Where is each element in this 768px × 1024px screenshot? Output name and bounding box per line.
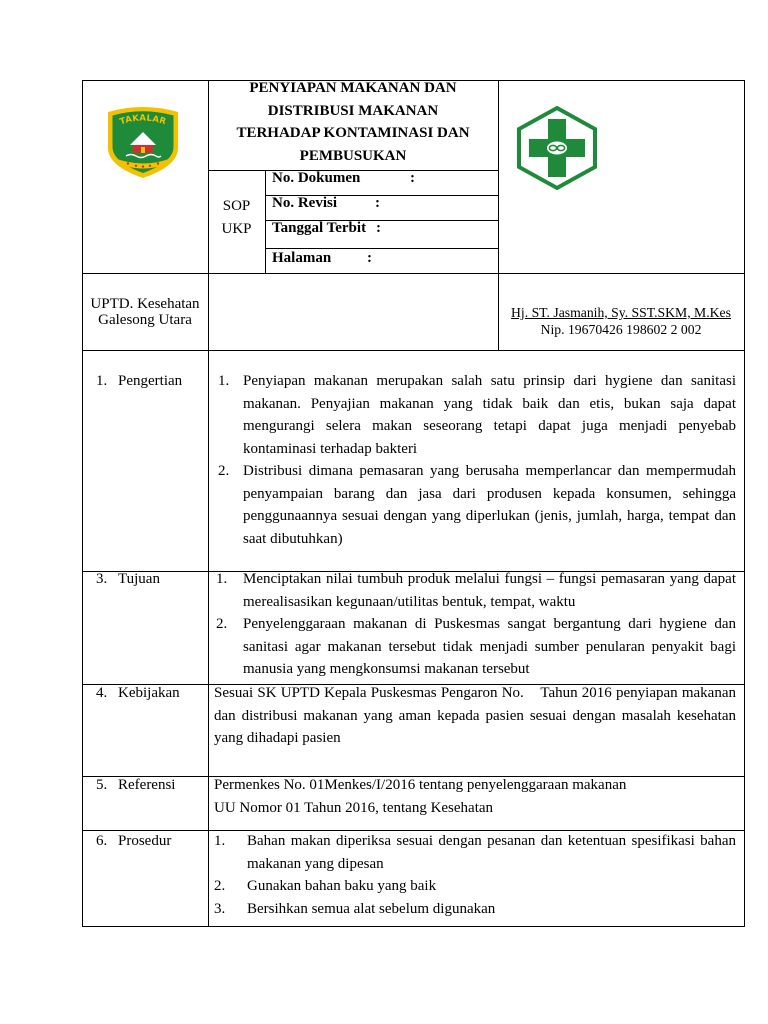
list-item-text: Penyelenggaraan makanan di Puskesmas sangat bergantung dari hygiene dan sanitasi agar makanan tersebut tidak menjadi sumber penularan penyakit bagi manusia yang mengkonsumsi makanan tersebut	[243, 616, 736, 677]
list-item	[208, 460, 744, 550]
signatory-nip: Nip. 19670426 198602 2 002	[540, 322, 702, 337]
puskesmas-emblem-icon	[515, 105, 599, 191]
list-marker: 2.	[216, 616, 228, 632]
list-marker: 2.	[214, 878, 226, 894]
section-title: Tujuan	[118, 571, 160, 587]
takalar-emblem-text: TAKALAR	[118, 113, 168, 128]
signatory-block	[498, 304, 744, 338]
list-item-text: Bersihkan semua alat sebelum digunakan	[247, 900, 496, 917]
list-item	[208, 613, 744, 681]
section-content-kebijakan: Sesuai SK UPTD Kepala Puskesmas Pengaron No. Tahun 2016 penyiapan makanan dan distribusi makanan yang aman kepada pasien sesuai dengan masalah kesehatan yang dihadapi pasien	[214, 685, 740, 746]
issue-date-label: Tanggal Terbit	[272, 220, 367, 236]
doc-number-label: No. Dokumen	[272, 170, 361, 186]
ukp-label: UKP	[221, 220, 252, 237]
document-title-line: PENYIAPAN MAKANAN DAN	[249, 80, 457, 96]
list-item	[208, 898, 744, 921]
section-title: Kebijakan	[118, 685, 180, 701]
section-number: 5.	[96, 777, 108, 793]
section-title: Prosedur	[118, 833, 172, 849]
section-content-tujuan	[208, 568, 744, 681]
list-item	[208, 875, 744, 898]
sop-label: SOP	[222, 198, 251, 214]
section-content-prosedur	[208, 830, 744, 920]
section-number: 3.	[96, 571, 108, 587]
section-number: 6.	[96, 833, 108, 849]
page-separator: :	[367, 250, 372, 266]
document-title	[208, 77, 498, 167]
section-label-kebijakan	[96, 682, 180, 705]
list-item-text: Distribusi dimana pemasaran yang berusaha memperlancar dan mempermudah penyampaian barang dan jasa dari produsen kepada konsumen, sehingga penggunaannya sesuai dengan yang diperlukan (jenis, jumlah, harga, tempat dan saat dibutuhkan)	[243, 463, 736, 547]
list-marker: 2.	[218, 463, 230, 479]
organization-line: Galesong Utara	[98, 312, 192, 328]
section-content-referensi	[214, 774, 736, 819]
list-item	[208, 568, 744, 613]
sop-type-label	[208, 195, 265, 240]
organization-line: UPTD. Kesehatan	[90, 296, 200, 312]
list-item-text: Gunakan bahan baku yang baik	[247, 878, 437, 894]
list-marker: 3.	[214, 900, 226, 917]
list-marker: 1.	[216, 571, 228, 587]
section-number: 1.	[96, 373, 108, 389]
signatory-name: Hj. ST. Jasmanih, Sy. SST.SKM, M.Kes	[511, 305, 731, 320]
document-title-line: TERHADAP KONTAMINASI DAN	[236, 125, 470, 141]
section-label-tujuan	[96, 568, 160, 591]
section-number: 4.	[96, 685, 108, 701]
section-title: Referensi	[118, 777, 176, 793]
issue-date-separator: :	[376, 220, 381, 236]
section-content-pengertian	[208, 370, 744, 550]
list-marker: 1.	[218, 373, 230, 389]
list-item-text: Penyiapan makanan merupakan salah satu prinsip dari hygiene dan sanitasi makanan. Penyajian makanan yang tidak baik dan etis, bukan saja dapat mengurangi selera makan seseorang tetapi dapat juga menjadi penyebab kontaminasi terhadap bakteri	[243, 373, 736, 457]
list-item	[208, 830, 744, 875]
organization-name	[82, 296, 208, 328]
list-marker: 1.	[214, 833, 226, 849]
doc-number-separator: :	[410, 170, 415, 186]
section-label-referensi	[96, 774, 175, 797]
revision-label: No. Revisi	[272, 195, 337, 211]
section-title: Pengertian	[118, 373, 183, 389]
table-border-horizontal	[82, 273, 744, 274]
reference-item: Permenkes No. 01Menkes/I/2016 tentang penyelenggaraan makanan	[214, 777, 627, 793]
page-label: Halaman	[272, 250, 332, 266]
takalar-emblem-icon	[104, 104, 182, 180]
list-item-text: Bahan makan diperiksa sesuai dengan pesanan dan ketentuan spesifikasi bahan makanan yang dipesan	[247, 833, 736, 872]
section-label-prosedur	[96, 830, 171, 853]
table-border-horizontal	[82, 350, 744, 351]
list-item	[208, 370, 744, 460]
document-title-line: PEMBUSUKAN	[299, 147, 407, 164]
list-item-text: Menciptakan nilai tumbuh produk melalui fungsi – fungsi pemasaran yang dapat merealisasikan kegunaan/utilitas bentuk, tempat, waktu	[243, 571, 736, 610]
reference-item: UU Nomor 01 Tahun 2016, tentang Kesehatan	[214, 799, 494, 816]
table-border-vertical	[265, 170, 266, 273]
section-label-pengertian	[96, 370, 182, 393]
revision-separator: :	[375, 195, 380, 211]
document-title-line: DISTRIBUSI MAKANAN	[267, 102, 439, 119]
